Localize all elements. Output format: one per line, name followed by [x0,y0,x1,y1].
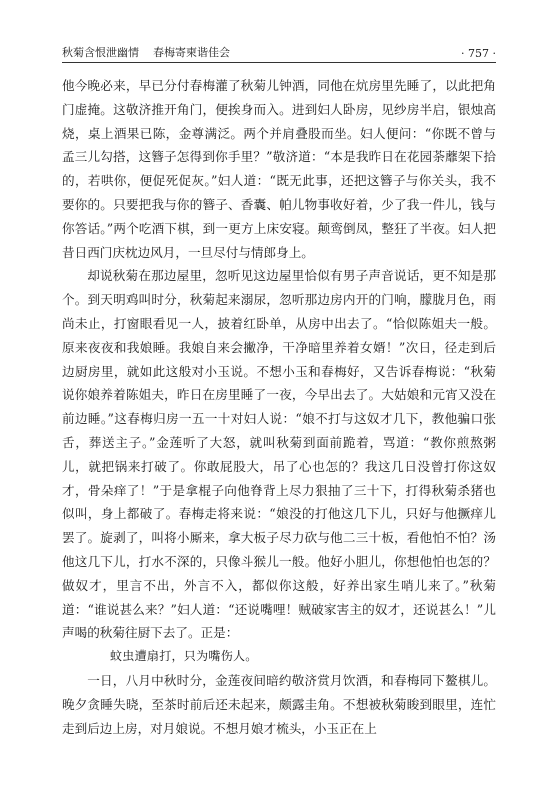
header-divider [62,62,496,63]
paragraph-continued: 他今晚必来，早已分付春梅灌了秋菊儿钟酒，同他在炕房里先睡了，以此把角门虚掩。这敬济推开角门，便挨身而入。进到妇人卧房，见纱房半启，银烛高烧，桌上酒果已陈，金尊满泛。两个并肩叠股而坐。妇人便问：“你既不曾与孟三儿勾搭，这簪子怎得到你手里？”敬济道：“本是我昨日在花园荼蘼架下拾的，若哄你，便促死促灰。”妇人道：“既无此事，还把这簪子与你关头，我不要你的。只要把我与你的簪子、香囊、帕儿物事收好着，少了我一件儿，钱与你答话。”两个吃酒下棋，到一更方上床安寝。颠鸾倒凤，整狂了半夜。妇人把昔日西门庆枕边风月，一旦尽付与情郎身上。 [62,78,496,260]
running-header [62,38,496,60]
page-number: · 757 · [461,47,496,60]
chapter-title [62,44,230,60]
verse-line: 蚊虫遭扇打，只为嘴伤人。 [110,649,258,664]
chapter-title-left: 秋菊含恨泄幽情 [62,46,139,59]
paragraph-closing: 一日，八月中秋时分，金莲夜间暗约敬济赏月饮酒，和春梅同下鳌棋儿。晚夕贪睡失晓，至茶时前后还未起来，颇露圭角。不想被秋菊睃到眼里，连忙走到后边上房，对月娘说。不想月娘才梳头，小玉正在上 [62,672,496,736]
chapter-title-right: 春梅寄柬谐佳会 [153,46,230,59]
page-body [62,74,496,740]
paragraph: 却说秋菊在那边屋里，忽听见这边屋里恰似有男子声音说话，更不知是那个。到天明鸡叫时分，秋菊起来溺尿，忽听那边房内开的门响，朦胧月色，雨尚未止，打窗眼看见一人，披着红卧单，从房中出去了。“恰似陈姐夫一般。原来夜夜和我娘睡。我娘自来会撇净，干净暗里养着女婿！”次日，径走到后边厨房里，就如此这般对小玉说。不想小玉和春梅好，又告诉春梅说：“秋菊说你娘养着陈姐夫，昨日在房里睡了一夜，今早出去了。大姑娘和元宵又没在前边睡。”这春梅归房一五一十对妇人说：“娘不打与这奴才几下，教他骗口张舌，葬送主子。”金莲听了大怒，就叫秋菊到面前跪着，骂道：“教你煎熬粥儿，就把锅来打破了。你敢屁股大，吊了心也怎的？我这几日没曾打你这奴才，骨朵痒了！”于是拿棍子向他脊背上尽力狠抽了三十下，打得秋菊杀猪也似叫，身上都破了。春梅走将来说：“娘没的打他这几下儿，只好与他撅痒儿罢了。旋剥了，叫将小厮来，拿大板子尽力砍与他二三十板，看他怕不怕？汤他这几下儿，打水不深的，只像斗猴儿一般。他好小胆儿，你想他怕也怎的？做奴才，里言不出，外言不入，都似你这般，好养出家生哨儿来了。”秋菊道：“谁说甚么来？”妇人道：“还说嘴哩！贼破家害主的奴才，还说甚么！”儿声喝的秋菊往厨下去了。正是： [62,268,496,641]
